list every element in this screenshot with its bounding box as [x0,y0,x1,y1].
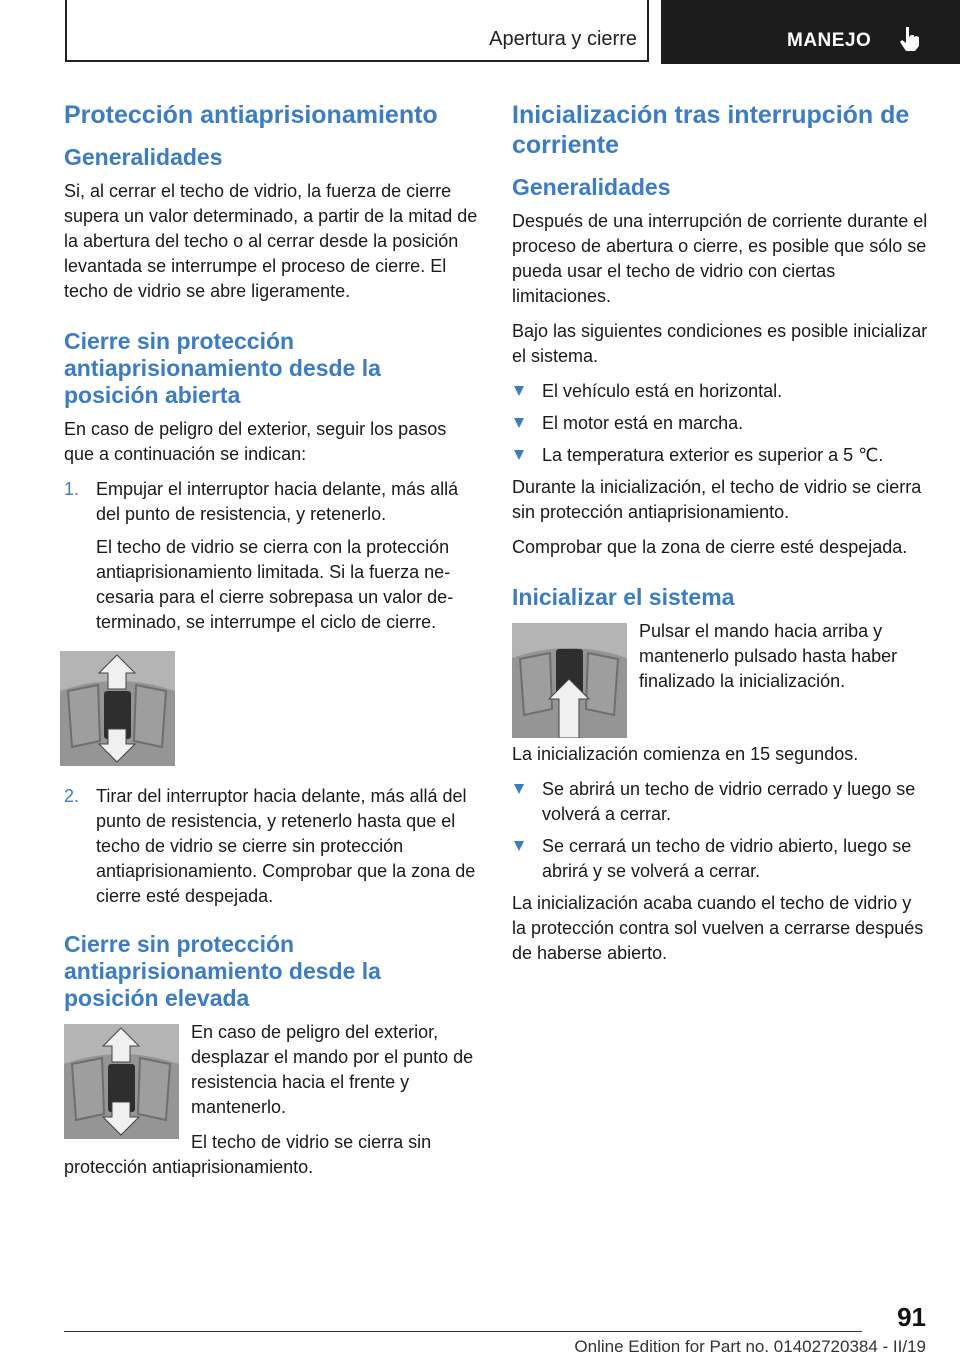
step-item [64,477,478,635]
step-number: 1. [64,479,80,499]
conditions-list [512,379,928,468]
triangle-bullet-icon [514,784,524,794]
page-number: 91 [897,1302,926,1332]
right-column [512,100,928,976]
subheading-generalidades-right: Generalidades [512,174,671,200]
paragraph-cierre-elevada-2: El techo de vidrio se cierra sin protección antiaprisionamiento. [64,1132,432,1177]
step-text: Empujar el interruptor hacia delante, más allá del punto de resistencia, y retenerlo. [96,479,459,524]
step-item [64,784,478,909]
triangle-bullet-icon [514,418,524,428]
list-item: El vehículo está en horizontal. [512,379,928,404]
steps-list [64,477,478,635]
subheading-cierre-abierta: Cierre sin protección antiaprisionamiento desde la posición abierta [64,328,381,408]
paragraph-generalidades-left: Si, al cerrar el techo de vidrio, la fuerza de cierre supera un valor determinado, a partir de la mitad de la abertura del techo o al cerrar desde la posición levantada se interrumpe el proceso de cierre. El techo de vidrio se abre ligeramente. [64,181,478,301]
subheading-inicializar: Inicializar el sistema [512,584,735,610]
paragraph-cierre-elevada-1: En caso de peligro del exterior, desplazar el mando por el punto de resistencia hacia el frente y mantenerlo. [191,1022,474,1117]
subheading-cierre-elevada: Cierre sin protección antiaprisionamiento desde la posición elevada [64,931,381,1011]
paragraph-generalidades-right-2: Bajo las siguientes condiciones es posible inicializar el sistema. [512,321,928,366]
section-title: Apertura y cierre [489,28,637,50]
paragraph-generalidades-right-3: Durante la inicialización, el techo de vidrio se cierra sin protección antiaprisionamiento. [512,477,922,522]
section-heading-inicializacion: Inicialización tras interrupción de corriente [512,101,910,159]
triangle-bullet-icon [514,450,524,460]
list-item: El motor está en marcha. [512,411,928,436]
list-item: La temperatura exterior es superior a 5 ℃. [512,443,928,468]
hand-pointer-icon [897,24,923,57]
paragraph-cierre-abierta-intro: En caso de peligro del exterior, seguir los pasos que a continuación se indican: [64,419,447,464]
step-number: 2. [64,786,80,806]
inicializar-list [512,777,928,884]
paragraph-generalidades-right-4: Comprobar que la zona de cierre esté despejada. [512,537,908,557]
paragraph-generalidades-right-1: Después de una interrupción de corriente durante el proceso de abertura o cierre, es posible que sólo se pueda usar el techo de vidrio con ciertas limitaciones. [512,211,928,306]
footer-edition: Online Edition for Part no. 01402720384 - II/19 [574,1337,926,1356]
steps-list-continued [64,784,478,909]
subheading-generalidades-left: Generalidades [64,144,223,170]
paragraph-inicializar-1: Pulsar el mando hacia arriba y mantenerlo pulsado hasta haber finalizado la inicialización. [639,621,898,691]
roof-switch-image [60,651,175,766]
chapter-tab [661,0,960,64]
step-text: Tirar del interruptor hacia delante, más allá del punto de resistencia, y retenerlo hasta que el techo de vidrio se cierre sin protección antiaprisionamiento. Comprobar que la zona de cierre esté despejada. [96,786,476,906]
list-item: Se cerrará un techo de vidrio abierto, luego se abrirá y se volverá a cerrar. [512,834,928,884]
roof-switch-image [64,1024,179,1139]
paragraph-inicializar-3: La inicialización acaba cuando el techo de vidrio y la protección contra sol vuelven a cerrarse después de haberse abierto. [512,893,924,963]
triangle-bullet-icon [514,841,524,851]
roof-switch-up-image [512,623,627,738]
section-heading-protection: Protección antiaprisionamiento [64,101,438,129]
list-item: Se abrirá un techo de vidrio cerrado y luego se volverá a cerrar. [512,777,928,827]
triangle-bullet-icon [514,386,524,396]
footer-divider [64,1331,862,1332]
chapter-tab-label: MANEJO [787,30,872,51]
paragraph-inicializar-2: La inicialización comienza en 15 segundos. [512,744,859,764]
step-text-detail: El techo de vidrio se cierra con la protección antiaprisionamiento limitada. Si la fuerza necesaria para el cierre sobrepasa un valor determinado, se interrumpe el ciclo de cierre. [96,537,454,632]
left-column [64,100,478,1190]
